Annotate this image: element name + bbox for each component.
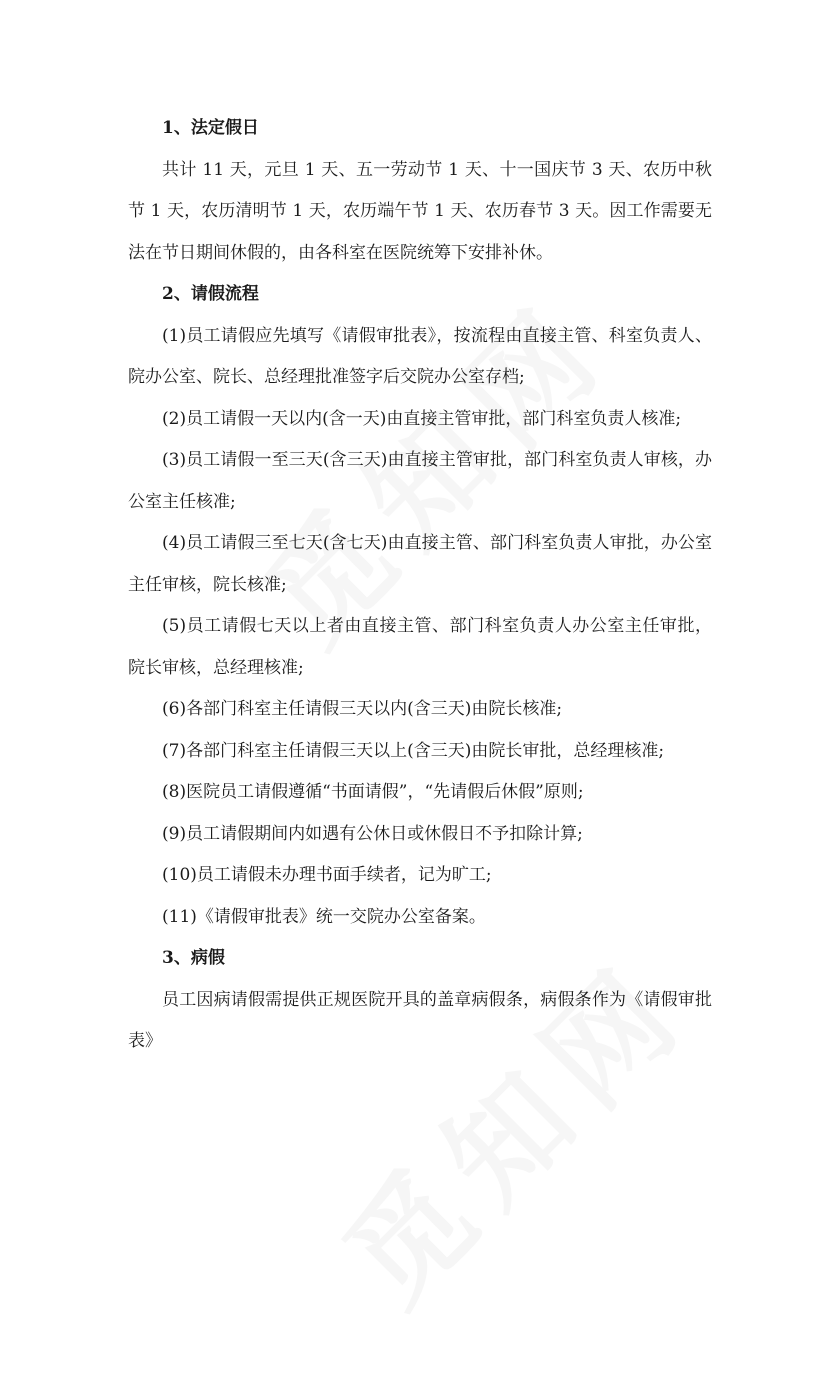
section-heading: 2、请假流程 (162, 284, 259, 304)
list-item: (3)员工请假一至三天(含三天)由直接主管审批，部门科室负责人审核，办公室主任核准; (128, 450, 712, 512)
list-item: (4)员工请假三至七天(含七天)由直接主管、部门科室负责人审批，办公室主任审核，院长核准; (128, 533, 712, 595)
list-item: (10)员工请假未办理书面手续者，记为旷工; (162, 865, 492, 885)
paragraph: 员工因病请假需提供正规医院开具的盖章病假条，病假条作为《请假审批表》 (128, 989, 712, 1051)
section-heading: 1、法定假日 (162, 118, 259, 138)
section-heading: 3、病假 (162, 948, 225, 968)
document-body (128, 108, 712, 1063)
list-item: (9)员工请假期间内如遇有公休日或休假日不予扣除计算; (162, 823, 583, 844)
list-item: (1)员工请假应先填写《请假审批表》，按流程由直接主管、科室负责人、院办公室、院长、总经理批准签字后交院办公室存档; (128, 325, 712, 387)
list-item: (2)员工请假一天以内(含一天)由直接主管审批，部门科室负责人核准; (162, 408, 682, 429)
list-item: (6)各部门科室主任请假三天以内(含三天)由院长核准; (162, 699, 563, 719)
list-item: (11)《请假审批表》统一交院办公室备案。 (162, 906, 486, 927)
list-item: (8)医院员工请假遵循“书面请假”，“先请假后休假”原则; (162, 782, 584, 802)
list-item: (7)各部门科室主任请假三天以上(含三天)由院长审批，总经理核准; (162, 740, 665, 761)
paragraph: 共计 11 天，元旦 1 天、五一劳动节 1 天、十一国庆节 3 天、农历中秋节 1 天，农历清明节 1 天，农历端午节 1 天、农历春节 3 天。因工作需要无法在节日期间休假的，由各科室在医院统筹下安排补休。 (128, 159, 712, 263)
list-item: (5)员工请假七天以上者由直接主管、部门科室负责人办公室主任审批，院长审核，总经理核准; (128, 616, 712, 678)
